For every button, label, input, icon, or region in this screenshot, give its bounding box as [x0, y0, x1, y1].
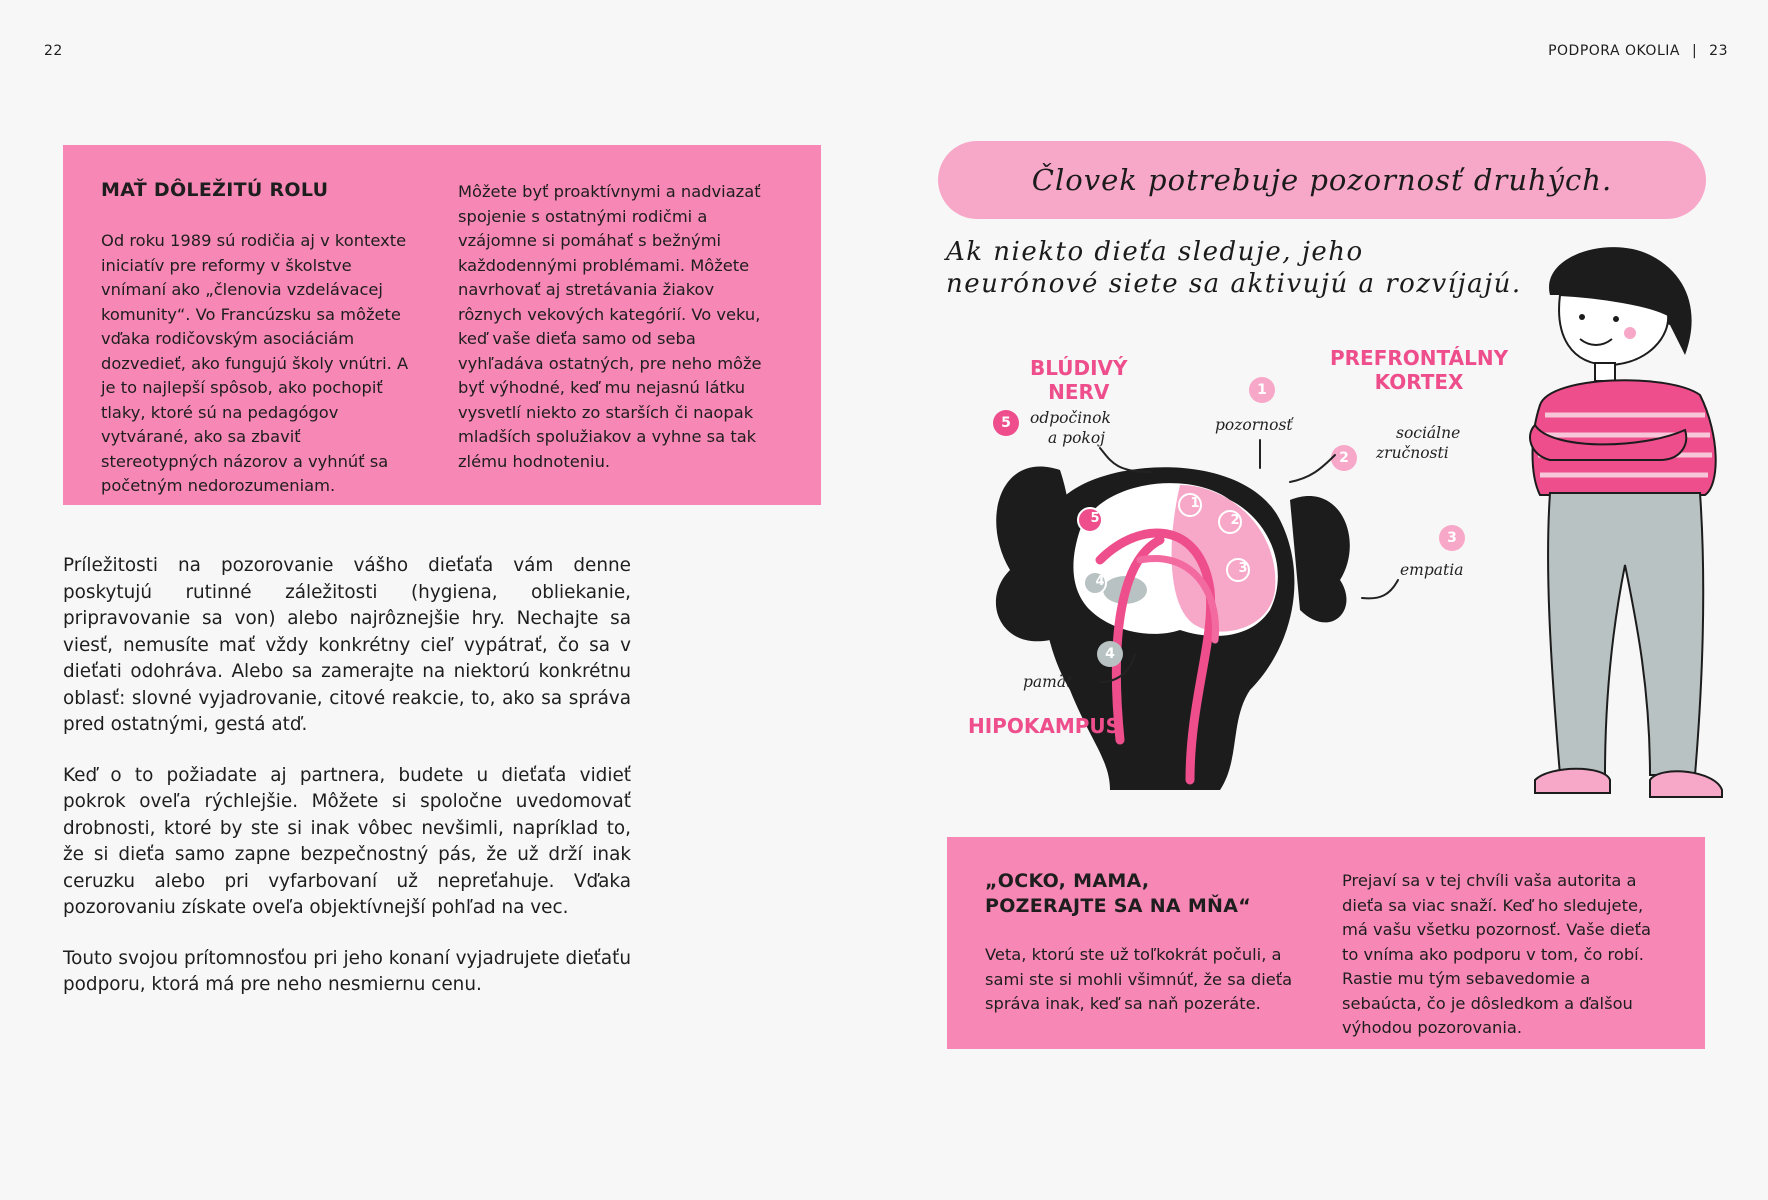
- body-paragraph-2: Keď o to požiadate aj partnera, budete u dieťaťa vidieť pokrok oveľa rýchlejšie. Môžete si spoločne uvedomovať drobnosti, ktoré by ste si inak vôbec nevšimli, napríklad to, že si dieťa samo zapne bezpečnostný pás, že už drží inak ceruzku alebo pri vyfarbovaní už nepreťahuje. Vďaka pozorovaniu získate oveľa objektívnejší pohľad na vec.: [63, 764, 631, 918]
- role-box-col1: Od roku 1989 sú rodičia aj v kontexte iniciatív pre reformy v školstve vnímaní ako „členovia vzdelávacej komunity“. Vo Francúzsku sa môžete vďaka rodičovským asociáciám dozvedieť, ako fungujú školy vnútri. A je to najlepší spôsob, ako pochopiť tlaky, ktoré sú na pedagógov vytvárané, ako sa zbaviť stereotypných názorov a vyhnúť sa početným nedorozumeniam.: [101, 231, 409, 495]
- role-box-title: MAŤ DÔLEŽITÚ ROLU: [101, 179, 329, 201]
- note-socialne-line2: zručnosti: [1376, 444, 1449, 462]
- ocko-mama-title-line2: POZERAJTE SA NA MŇA“: [985, 895, 1252, 917]
- ocko-mama-title-line1: „OCKO, MAMA,: [985, 870, 1150, 892]
- brain-marker-4-label: 4: [1095, 574, 1105, 589]
- illustration-subtitle: [946, 236, 1522, 300]
- note-odpocinok-line1: odpočinok: [1030, 409, 1111, 427]
- brain-marker-1-label: 1: [1190, 496, 1200, 511]
- body-paragraph-3: Touto svojou prítomnosťou pri jeho konaní vyjadrujete dieťaťu podporu, ktorá má pre neho nesmiernu cenu.: [63, 947, 631, 995]
- role-box: [63, 145, 821, 505]
- note-socialne-line1: sociálne: [1396, 424, 1461, 442]
- subtitle-line-2: neurónové siete sa aktivujú a rozvíjajú.: [946, 269, 1522, 299]
- running-header: [1548, 43, 1728, 59]
- marker-4: 4: [1097, 641, 1123, 667]
- headline-pill: [938, 141, 1706, 219]
- marker-1: 1: [1249, 377, 1275, 403]
- label-hipokampus: HIPOKAMPUS: [968, 714, 1121, 738]
- headline-pill-text: Človek potrebuje pozornosť druhých.: [1031, 163, 1613, 197]
- ocko-mama-box: [947, 837, 1705, 1049]
- boy-shoe-left: [1535, 769, 1610, 793]
- boy-cheek: [1624, 327, 1636, 339]
- note-pamat: pamäť: [1023, 673, 1073, 691]
- running-header-title: PODPORA OKOLIA: [1548, 43, 1680, 59]
- boy-trousers: [1548, 493, 1703, 775]
- ocko-mama-title: [985, 869, 1251, 919]
- label-prefrontal-line2: KORTEX: [1374, 370, 1464, 394]
- note-arrows: [990, 380, 1510, 700]
- arrow-pamat: [1100, 655, 1135, 682]
- arrow-socialne: [1290, 455, 1335, 482]
- right-page-number: 23: [1709, 43, 1728, 59]
- boy-illustration: [1510, 235, 1730, 805]
- brain-marker-3-label: 3: [1238, 561, 1248, 576]
- body-text: [63, 553, 631, 1023]
- boy-neck: [1595, 363, 1615, 381]
- boy-eye-left: [1579, 314, 1585, 320]
- arrow-odpocinok: [1100, 448, 1150, 472]
- brain-marker-2-label: 2: [1230, 513, 1240, 528]
- label-bludivy-line2: NERV: [1048, 380, 1110, 404]
- boy-eye-right: [1613, 316, 1619, 322]
- brain-marker-5-label: 5: [1090, 511, 1100, 526]
- ocko-mama-col2: Prejaví sa v tej chvíli vaša autorita a dieťa sa viac snaží. Keď ho sledujete, má vašu všetku pozornosť. Vaše dieťa to vníma ako podporu v tom, čo robí. Rastie mu tým sebavedomie a sebaúcta, čo je dôsledkom a ďalšou výhodou pozorovania.: [1342, 871, 1652, 1037]
- role-box-col2: Môžete byť proaktívnymi a nadviazať spojenie s ostatnými rodičmi a vzájomne si pomáhať s bežnými každodennými problémami. Môžete navrhovať aj stretávania žiakov rôznych vekových kategórií. Vo veku, keď vaše dieťa samo od seba vyhľadáva ostatných, pre neho môže byť výhodné, keď mu nejasnú látku vysvetlí niekto zo starších či naopak mladších spolužiakov a vyhne sa tak zlému hodnoteniu.: [458, 182, 762, 471]
- boy-shoe-right: [1650, 771, 1722, 797]
- note-odpocinok-line2: a pokoj: [1048, 429, 1105, 447]
- marker-3: 3: [1439, 525, 1465, 551]
- subtitle-line-1: Ak niekto dieťa sleduje, jeho: [946, 237, 1364, 267]
- ocko-mama-col1: Veta, ktorú ste už toľkokrát počuli, a sami ste si mohli všimnúť, že sa dieťa správa inak, keď sa naň pozeráte.: [985, 945, 1293, 1013]
- body-paragraph-1: Príležitosti na pozorovanie vášho dieťaťa vám denne poskytujú rutinné záležitosti (hygiena, obliekanie, pripravovanie sa von) alebo najrôznejšie hry. Nechajte sa viesť, nemusíte mať vždy konkrétny cieľ vypátrať, čo sa v dieťati odohráva. Alebo sa zamerajte na niektorú konkrétnu oblasť: slovné vyjadrovanie, citové reakcie, to, ako sa správa pred ostatnými, gestá atď.: [63, 555, 631, 735]
- left-page-number: 22: [44, 43, 63, 59]
- label-bludivy-line1: BLÚDIVÝ: [1030, 356, 1128, 380]
- running-header-separator: |: [1691, 43, 1698, 59]
- note-empatia: empatia: [1400, 561, 1464, 579]
- label-prefrontal-line1: PREFRONTÁLNY: [1330, 346, 1509, 370]
- boy-sweater: [1533, 380, 1716, 495]
- note-pozornost: pozornosť: [1215, 416, 1293, 434]
- arrow-empatia: [1362, 580, 1398, 598]
- marker-2: 2: [1331, 445, 1357, 471]
- marker-5: 5: [993, 410, 1019, 436]
